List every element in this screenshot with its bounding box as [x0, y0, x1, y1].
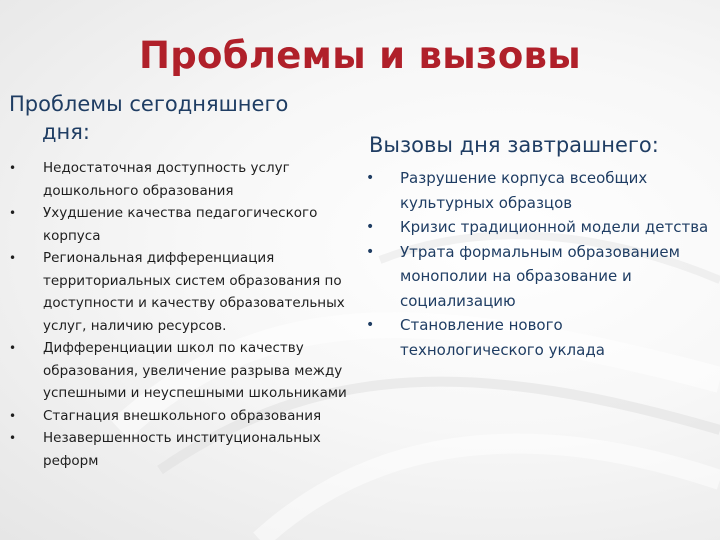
bullet-icon: •: [9, 341, 17, 355]
list-item-text: Дифференциации школ по качеству образования, увеличение разрыва между успешными и неуспешными школьниками: [43, 340, 347, 401]
bullet-icon: •: [366, 317, 375, 333]
list-item-text: Утрата формальным образованием монополии на образование и социализацию: [400, 242, 680, 310]
left-heading-line2: дня:: [42, 120, 90, 144]
bullet-icon: •: [9, 206, 17, 220]
list-item-text: Недостаточная доступность услуг дошкольного образования: [43, 160, 290, 199]
list-item: [366, 313, 711, 362]
bullet-icon: •: [366, 243, 375, 260]
list-item-text: Стагнация внешкольного образования: [43, 407, 322, 424]
slide-title: Проблемы и вызовы: [138, 34, 582, 77]
list-item-text: Ухудшение качества педагогического корпуса: [43, 205, 318, 244]
problems-list: [9, 157, 354, 472]
left-heading-line1: Проблемы сегодняшнего: [9, 92, 289, 116]
list-item: [9, 157, 354, 202]
list-item-text: Региональная дифференциация территориальных систем образования по доступности и качеству образовательных услуг, наличию ресурсов.: [43, 250, 345, 334]
list-item: [366, 215, 711, 240]
bullet-icon: •: [9, 251, 17, 265]
list-item-text: Незавершенность институциональных реформ: [43, 430, 321, 469]
challenges-list: [366, 166, 711, 362]
list-item: [366, 166, 711, 215]
list-item-text: Становление нового технологического уклада: [400, 316, 605, 359]
list-item-text: Кризис традиционной модели детства: [400, 218, 709, 236]
bullet-icon: •: [9, 431, 17, 445]
list-item: [9, 247, 354, 337]
bullet-icon: •: [9, 161, 17, 175]
list-item: [9, 427, 354, 472]
bullet-icon: •: [9, 408, 17, 423]
list-item: [9, 337, 354, 405]
bullet-icon: •: [366, 219, 375, 235]
list-item: [9, 405, 354, 428]
bullet-icon: •: [366, 170, 375, 186]
list-item-text: Разрушение корпуса всеобщих культурных образцов: [400, 169, 648, 212]
right-column-heading: Вызовы дня завтрашнего:: [369, 133, 659, 157]
list-item: [366, 240, 711, 314]
list-item: [9, 202, 354, 247]
left-column-heading: [9, 90, 339, 146]
